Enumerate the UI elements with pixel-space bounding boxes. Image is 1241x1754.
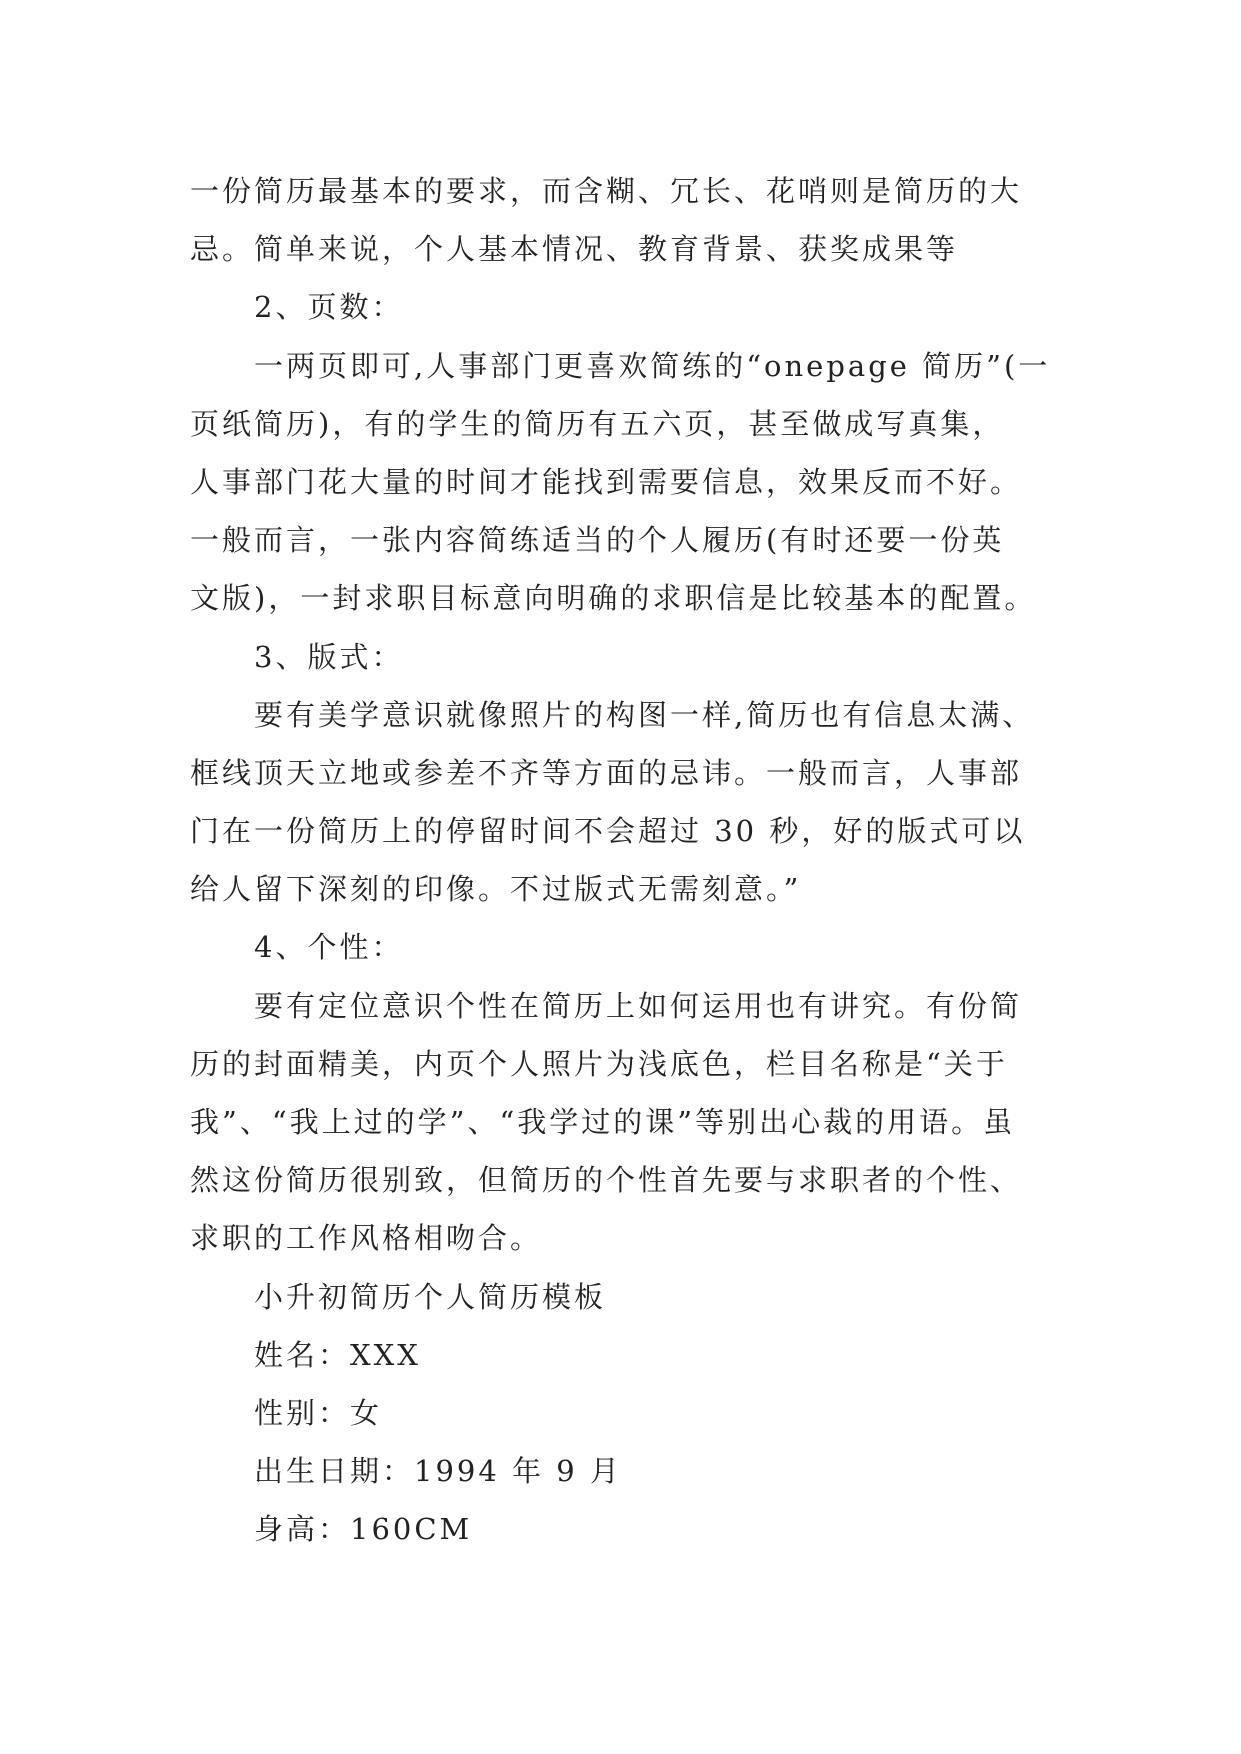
section-heading-pages: 2、页数： <box>254 290 404 325</box>
paragraph-line: 框线顶天立地或参差不齐等方面的忌讳。一般而言，人事部 <box>190 755 1023 790</box>
document-body <box>190 162 1070 1559</box>
paragraph-line: 一份简历最基本的要求，而含糊、冗长、花哨则是简历的大 <box>190 174 1023 208</box>
paragraph-line: 人事部门花大量的时间才能找到需要信息，效果反而不好。 <box>190 464 1023 499</box>
section-heading-personality: 4、个性： <box>254 930 404 965</box>
paragraph-line: 要有美学意识就像照片的构图一样,简历也有信息太满、 <box>254 697 1035 732</box>
paragraph-line: 门在一份简历上的停留时间不会超过 30 秒，好的版式可以 <box>190 814 1026 849</box>
field-name: 姓名：XXX <box>254 1337 421 1372</box>
paragraph-line: 要有定位意识个性在简历上如何运用也有讲究。有份简 <box>254 988 1023 1023</box>
paragraph-line: 我”、“我上过的学”、“我学过的课”等别出心裁的用语。虽 <box>190 1105 1016 1139</box>
paragraph-line: 一两页即可,人事部门更喜欢简练的“onepage 简历”(一 <box>254 348 1051 383</box>
paragraph-line: 一般而言，一张内容简练适当的个人履历(有时还要一份英 <box>190 523 1005 558</box>
section-heading-layout: 3、版式： <box>254 639 404 674</box>
paragraph-line: 历的封面精美，内页个人照片为浅底色，栏目名称是“关于 <box>190 1046 1008 1081</box>
template-title: 小升初简历个人简历模板 <box>254 1279 607 1314</box>
field-height: 身高：160CM <box>254 1512 473 1547</box>
field-birthdate: 出生日期：1994 年 9 月 <box>254 1454 622 1489</box>
paragraph-line: 忌。简单来说，个人基本情况、教育背景、获奖成果等 <box>190 232 959 267</box>
field-gender: 性别：女 <box>254 1395 383 1430</box>
paragraph-line: 文版)，一封求职目标意向明确的求职信是比较基本的配置。 <box>190 581 1037 616</box>
paragraph-line: 求职的工作风格相吻合。 <box>190 1221 543 1256</box>
paragraph-line: 然这份简历很别致，但简历的个性首先要与求职者的个性、 <box>190 1163 1023 1198</box>
paragraph-line: 给人留下深刻的印像。不过版式无需刻意。” <box>190 872 802 907</box>
paragraph-line: 页纸简历)，有的学生的简历有五六页，甚至做成写真集， <box>190 406 1005 441</box>
